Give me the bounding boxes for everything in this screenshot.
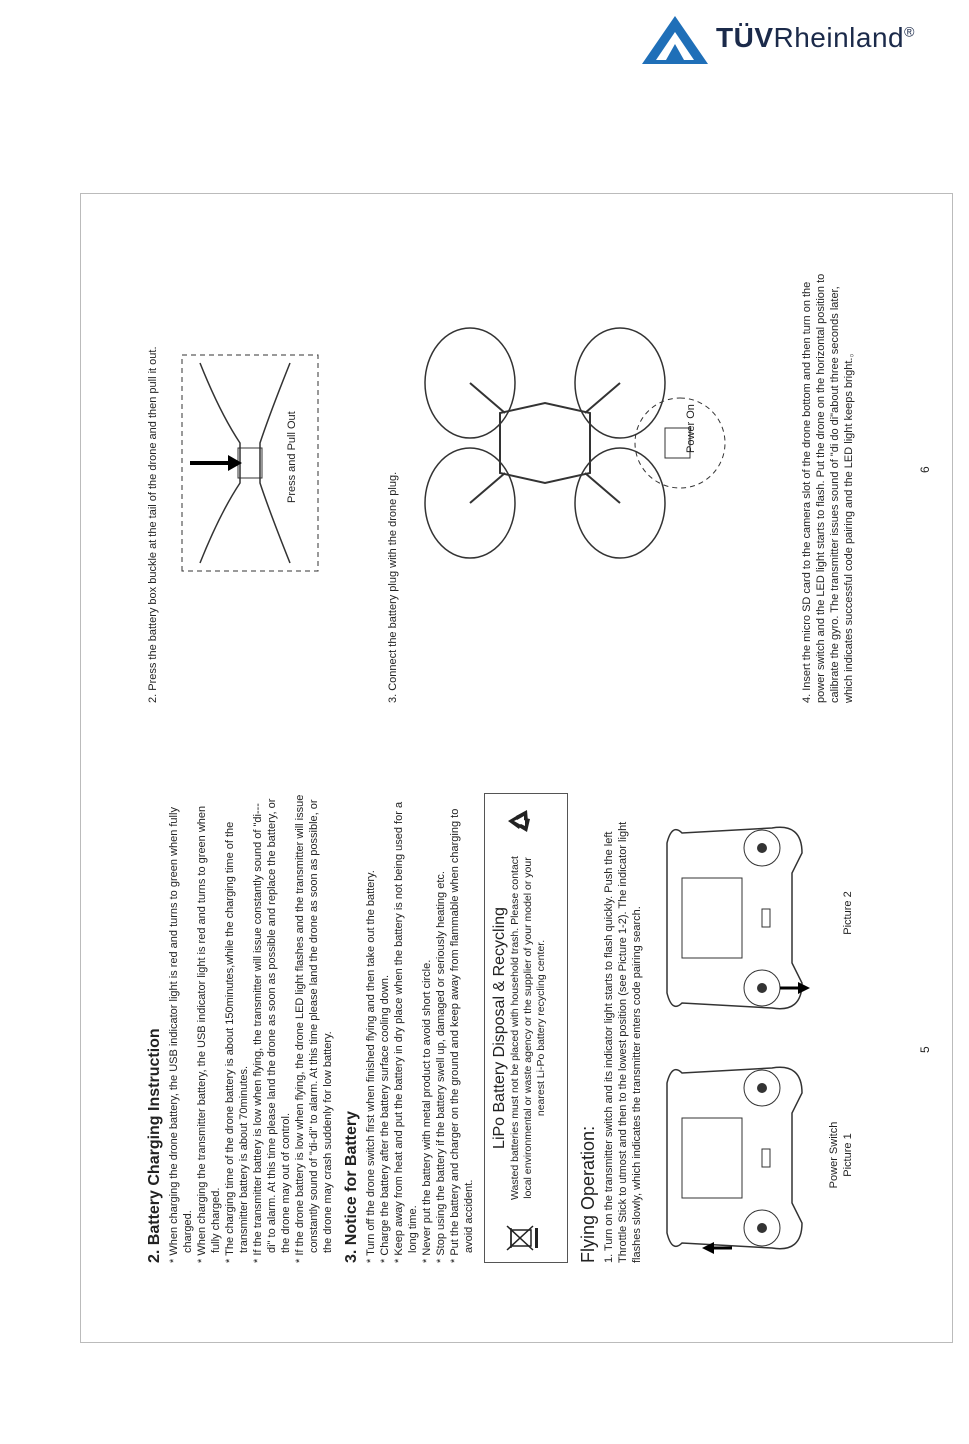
- tuv-triangle-icon: [640, 14, 710, 66]
- logo-registered-mark: ®: [904, 23, 915, 40]
- charging-item: * The charging time of the drone battery is about 150minutes,while the charging time of the transmitter battery is about 70minutes.: [224, 821, 250, 1263]
- transmitter-picture-2: [652, 813, 812, 1023]
- notice-item: * Put the battery and charger on the ground and keep away from flammable when charging to avoid accident.: [449, 808, 475, 1263]
- step-4-block: [800, 273, 856, 703]
- battery-notice-list: [364, 793, 476, 1263]
- section-title-battery-charging: 2. Battery Charging Instruction: [146, 1028, 163, 1263]
- tuv-rheinland-logo: [640, 12, 960, 72]
- power-switch-label: Power Switch: [828, 1121, 840, 1189]
- power-on-label: Power On: [685, 404, 697, 453]
- flying-operation-title: Flying Operation:: [578, 1125, 598, 1263]
- notice-item: * Turn off the drone switch first when finished flying and then take out the battery.: [365, 870, 377, 1263]
- recycling-title: LiPo Battery Disposal & Recycling: [491, 907, 508, 1149]
- transmitter-picture-1: [652, 1053, 812, 1263]
- step-4-text: 4. Insert the micro SD card to the camera slot of the drone bottom and then turn on the power switch and the LED light starts to flash. Put the drone on the horizontal position to calibrate the gyro. The transmitter issues sound of "di do di"about three seconds later, which indicates successful code pairing and the LED light keeps bright.。: [801, 273, 855, 703]
- charging-item: * If the transmitter battery is low when flying, the transmitter will issue constantly sound of "di---di" to alarm. At this time please land the drone as soon as possible and replace the battery, or the drone may out of control.: [252, 798, 292, 1263]
- recycling-text: Wasted batteries must not be placed with household trash. Please contact local environmental or waste agency or the supplier of your model or your nearest Li-Po battery recycling center.: [509, 856, 547, 1200]
- page-number-6: 6: [918, 466, 932, 473]
- recycle-icon: [505, 806, 535, 836]
- step-3-block: [386, 243, 400, 703]
- picture-2-label: Picture 2: [842, 891, 854, 935]
- notice-item: * Never put the battery with metal product to avoid short circle.: [421, 959, 433, 1263]
- press-pull-label: Press and Pull Out: [286, 411, 298, 503]
- flying-operation-text: 1. Turn on the transmitter switch and its indicator light starts to flash quickly. Push the left Throttle Stick to utmost and then to the lowest position (see Picture 1-2). The indicator light flashes slowly, which indicates the transmitter enters code pairing search.: [603, 821, 643, 1263]
- charging-item: * If the drone battery is low when flying, the drone LED light flashes and the transmitter will issue constantly sound of "di-di" to alarm. At this time please land the drone as soon as possible, or the drone may crash suddenly for low battery.: [294, 794, 334, 1263]
- notice-item: * Charge the battery after the battery surface cooling down.: [379, 975, 391, 1263]
- recycling-box: [484, 793, 568, 1263]
- logo-brand-rest: Rheinland: [773, 22, 905, 53]
- battery-charging-list: [167, 793, 335, 1263]
- rotated-manual-spread: [80, 193, 953, 1343]
- section-title-notice-battery: 3. Notice for Battery: [343, 1110, 360, 1263]
- notice-item: * Stop using the battery if the battery swell up, damaged or seriously heating etc.: [435, 871, 447, 1263]
- charging-item: * When charging the transmitter battery, the USB indicator light is red and turns to green when fully charged.: [196, 805, 222, 1263]
- battery-box-figure: [180, 353, 320, 573]
- picture-1-label: Picture 1: [842, 1133, 854, 1177]
- manual-page-5: [146, 793, 852, 1263]
- notice-item: * Keep away from heat and put the battery in dry place when the battery is not being used for a long time.: [393, 801, 419, 1263]
- step-2-text: 2. Press the battery box buckle at the tail of the drone and then pull it out.: [147, 346, 159, 703]
- charging-item: * When charging the drone battery, the USB indicator light is red and turns to green when fully charged.: [168, 807, 194, 1263]
- page-number-5: 5: [918, 1046, 932, 1053]
- step-3-text: 3. Connect the battery plug with the drone plug.: [387, 471, 399, 703]
- transmitter-pictures: [652, 793, 852, 1263]
- logo-brand-bold: TÜV: [716, 22, 774, 53]
- manual-page-6: [146, 243, 160, 703]
- crossed-bin-icon: [505, 1224, 539, 1252]
